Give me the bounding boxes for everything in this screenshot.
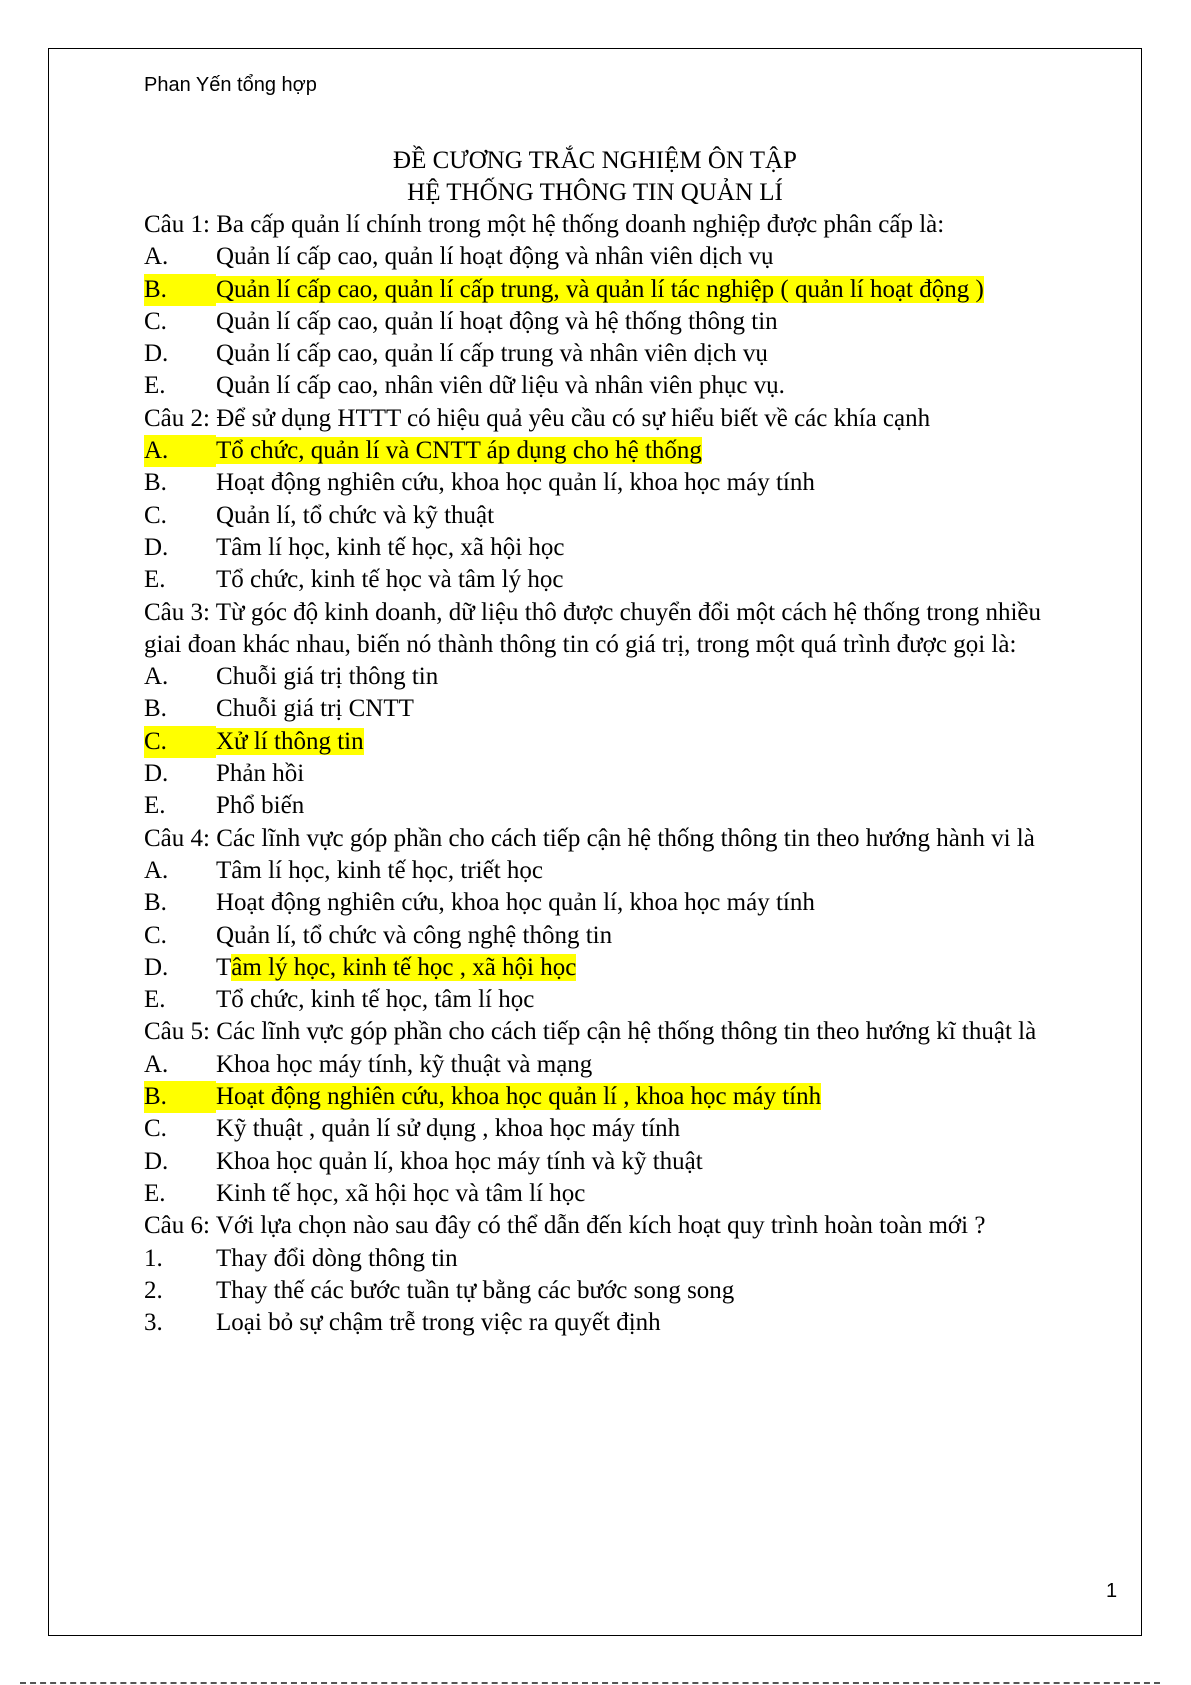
option-label: E. — [144, 1179, 166, 1207]
item-number: 2. — [144, 1276, 163, 1304]
q1-option-c — [144, 306, 1044, 338]
q6-item-3 — [144, 1307, 1044, 1339]
option-text: Quản lí cấp cao, quản lí hoạt động và nhân viên dịch vụ — [216, 243, 774, 271]
q5-option-e — [144, 1178, 1044, 1210]
option-text: Hoạt động nghiên cứu, khoa học quản lí, khoa học máy tính — [216, 889, 815, 917]
question-1: Câu 1: Ba cấp quản lí chính trong một hệ thống doanh nghiệp được phân cấp là: — [144, 211, 945, 238]
q3-option-b — [144, 693, 1044, 725]
q6-item-2 — [144, 1275, 1044, 1307]
option-label: B. — [144, 1081, 216, 1113]
option-text-highlighted: âm lý học, kinh tế học , xã hội học — [231, 953, 577, 981]
q5-option-d — [144, 1146, 1044, 1178]
option-text: Tổ chức, quản lí và CNTT áp dụng cho hệ thống — [216, 437, 702, 465]
q1-option-e — [144, 370, 1044, 402]
document-title: ĐỀ CƯƠNG TRẮC NGHIỆM ÔN TẬP — [393, 147, 797, 174]
q3-option-c-answer — [144, 726, 1044, 758]
q2-option-c — [144, 500, 1044, 532]
option-text: Hoạt động nghiên cứu, khoa học quản lí, khoa học máy tính — [216, 469, 815, 497]
question-6: Câu 6: Với lựa chọn nào sau đây có thể dẫn đến kích hoạt quy trình hoàn toàn mới ? — [144, 1212, 986, 1240]
option-text: Xử lí thông tin — [216, 727, 364, 755]
option-text: Chuỗi giá trị thông tin — [216, 663, 439, 691]
option-label: A. — [144, 856, 169, 884]
option-text: Hoạt động nghiên cứu, khoa học quản lí , khoa học máy tính — [216, 1083, 822, 1111]
option-label: D. — [144, 953, 169, 981]
option-text: Tâm lí học, kinh tế học, xã hội học — [216, 533, 565, 561]
option-label: E. — [144, 792, 166, 820]
q4-option-b — [144, 887, 1044, 919]
item-text: Loại bỏ sự chậm trễ trong việc ra quyết định — [216, 1309, 661, 1337]
option-text: Khoa học quản lí, khoa học máy tính và kỹ thuật — [216, 1147, 703, 1175]
option-text: Tổ chức, kinh tế học và tâm lý học — [216, 566, 564, 594]
option-label: B. — [144, 889, 167, 917]
option-label: C. — [144, 726, 216, 758]
option-label: C. — [144, 307, 167, 335]
question-5: Câu 5: Các lĩnh vực góp phần cho cách tiếp cận hệ thống thông tin theo hướng kĩ thuật là — [144, 1018, 1037, 1046]
option-label: B. — [144, 469, 167, 497]
option-text: Kỹ thuật , quản lí sử dụng , khoa học máy tính — [216, 1115, 681, 1143]
option-label: E. — [144, 566, 166, 594]
q2-option-a-answer — [144, 435, 1044, 467]
option-label: B. — [144, 695, 167, 723]
option-text: Phổ biến — [216, 792, 305, 820]
option-label: E. — [144, 986, 166, 1014]
option-label: D. — [144, 533, 169, 561]
option-text: Quản lí cấp cao, quản lí cấp trung, và quản lí tác nghiệp ( quản lí hoạt động ) — [216, 275, 984, 303]
q3-option-d — [144, 758, 1044, 790]
item-number: 1. — [144, 1244, 163, 1272]
page-number: 1 — [1106, 1580, 1118, 1602]
option-label: E. — [144, 372, 166, 400]
option-label: A. — [144, 435, 216, 467]
option-label: C. — [144, 921, 167, 949]
item-number: 3. — [144, 1309, 163, 1337]
q6-item-1 — [144, 1243, 1044, 1275]
option-label: A. — [144, 243, 169, 271]
option-text: Tâm lí học, kinh tế học, triết học — [216, 856, 543, 884]
option-label: B. — [144, 274, 216, 306]
q2-option-e — [144, 564, 1044, 596]
q2-option-d — [144, 532, 1044, 564]
q3-option-a — [144, 661, 1044, 693]
item-text: Thay đổi dòng thông tin — [216, 1244, 458, 1272]
option-label: A. — [144, 1050, 169, 1078]
option-text: Quản lí cấp cao, quản lí cấp trung và nhân viên dịch vụ — [216, 340, 768, 368]
option-text: Quản lí, tổ chức và công nghệ thông tin — [216, 921, 613, 949]
q4-option-d-answer — [144, 952, 1044, 984]
option-text: Tổ chức, kinh tế học, tâm lí học — [216, 986, 535, 1014]
q4-option-e — [144, 984, 1044, 1016]
q1-option-a — [144, 241, 1044, 273]
option-text-start: T — [216, 953, 232, 981]
option-label: A. — [144, 663, 169, 691]
item-text: Thay thế các bước tuần tự bằng các bước song song — [216, 1276, 735, 1304]
document-subtitle: HỆ THỐNG THÔNG TIN QUẢN LÍ — [407, 179, 783, 206]
q2-option-b — [144, 467, 1044, 499]
option-label: D. — [144, 1147, 169, 1175]
option-text: Chuỗi giá trị CNTT — [216, 695, 414, 723]
q1-option-d — [144, 338, 1044, 370]
q3-option-e — [144, 790, 1044, 822]
q5-option-a — [144, 1049, 1044, 1081]
option-text: Quản lí, tổ chức và kỹ thuật — [216, 501, 495, 529]
option-text: Phản hồi — [216, 760, 305, 788]
question-3: Câu 3: Từ góc độ kinh doanh, dữ liệu thô được chuyển đổi một cách hệ thống trong nhiều giai đoan khác nhau, biến nó thành thông tin có giá trị, trong một quá trình được gọi là: — [144, 598, 1041, 658]
option-label: C. — [144, 501, 167, 529]
option-text: Khoa học máy tính, kỹ thuật và mạng — [216, 1050, 593, 1078]
page-break-line — [20, 1682, 1160, 1684]
header-note: Phan Yến tổng hợp — [144, 74, 317, 96]
option-label: D. — [144, 760, 169, 788]
q4-option-a — [144, 855, 1044, 887]
q5-option-c — [144, 1113, 1044, 1145]
option-text: Kinh tế học, xã hội học và tâm lí học — [216, 1179, 586, 1207]
q1-option-b-answer — [144, 274, 1044, 306]
option-text: Quản lí cấp cao, quản lí hoạt động và hệ thống thông tin — [216, 307, 778, 335]
option-label: C. — [144, 1115, 167, 1143]
q4-option-c — [144, 920, 1044, 952]
q5-option-b-answer — [144, 1081, 1044, 1113]
option-label: D. — [144, 340, 169, 368]
question-4: Câu 4: Các lĩnh vực góp phần cho cách tiếp cận hệ thống thông tin theo hướng hành vi là — [144, 824, 1035, 852]
question-list — [144, 209, 1044, 1339]
option-text: Quản lí cấp cao, nhân viên dữ liệu và nhân viên phục vụ. — [216, 372, 785, 400]
question-2: Câu 2: Để sử dụng HTTT có hiệu quả yêu cầu có sự hiểu biết về các khía cạnh — [144, 404, 931, 432]
